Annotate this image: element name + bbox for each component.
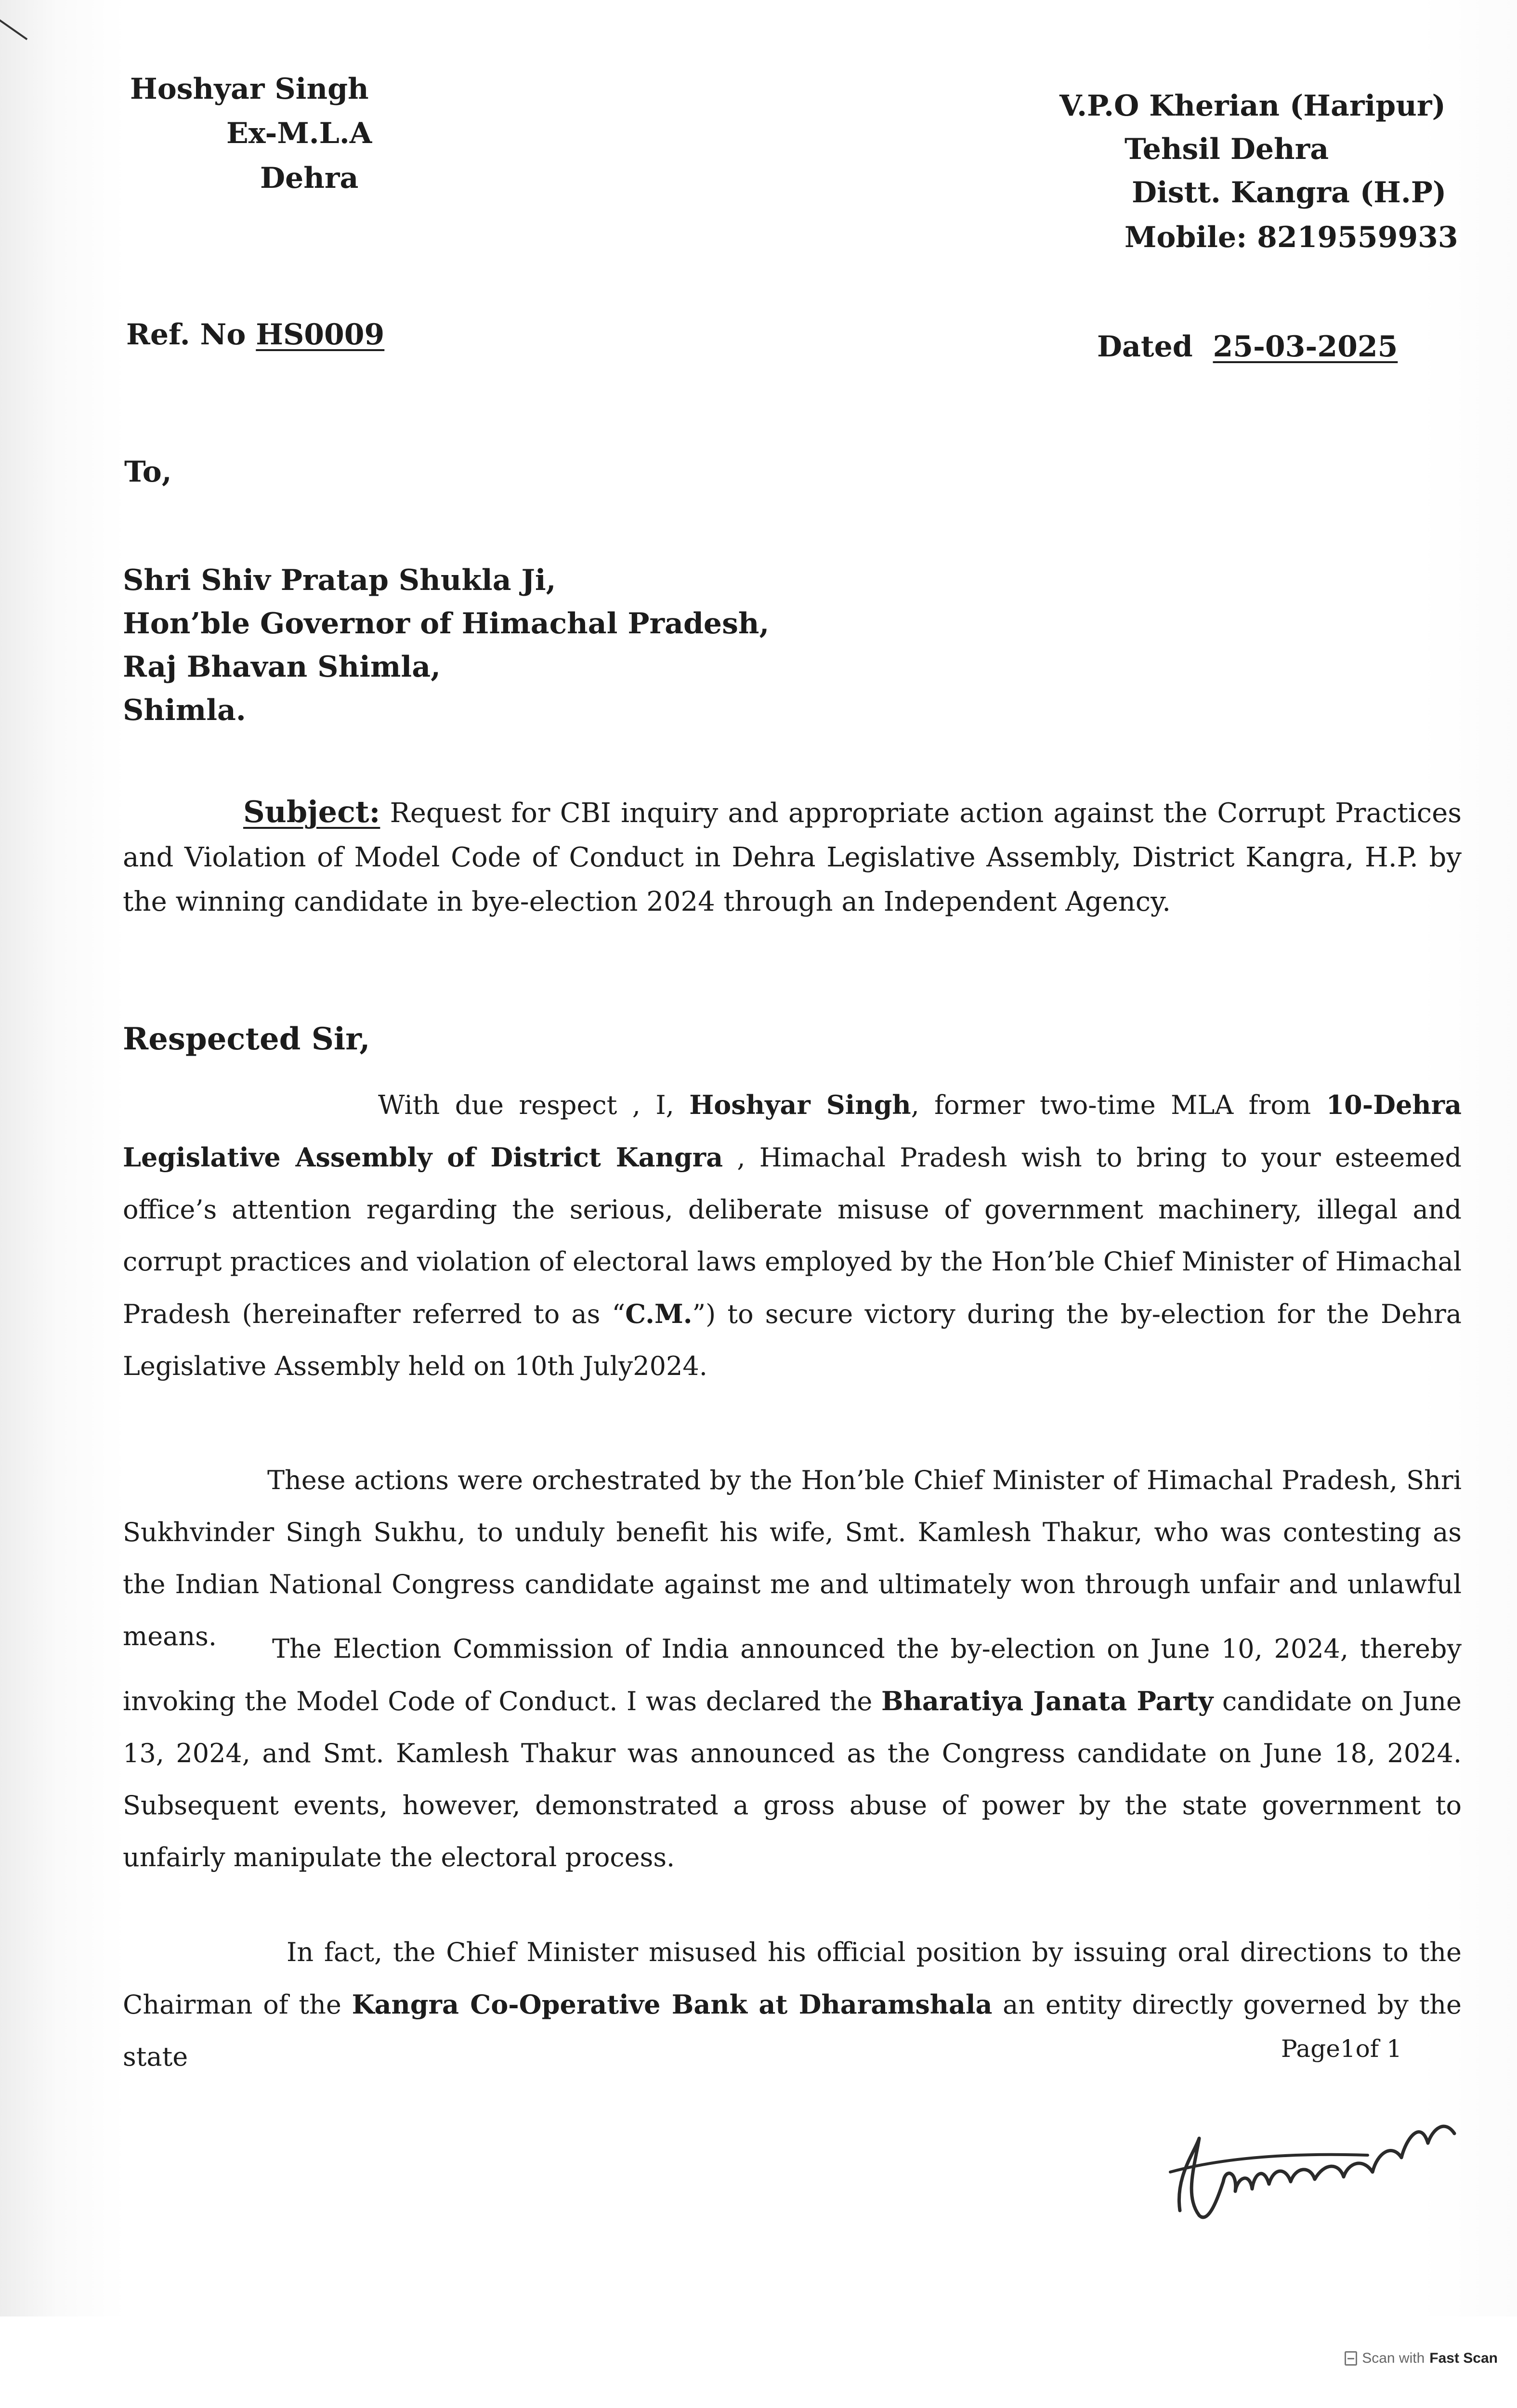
document-scan-icon — [1345, 2351, 1357, 2366]
subject-label: Subject: — [243, 794, 380, 829]
p3-text-a: The Election Commission of India announced the by-election on June 10, 2024, thereby invoking the Model Code of Conduct. I was declared the — [123, 1634, 1462, 1716]
scan-prefix: Scan with — [1362, 2350, 1425, 2366]
letter-date — [1097, 330, 1398, 364]
reference-value: HS0009 — [256, 318, 385, 352]
p1-cm-abbrev: C.M. — [625, 1298, 693, 1329]
paragraph-4 — [123, 1926, 1462, 2083]
page-number: Page1of 1 — [1281, 2035, 1402, 2063]
recipient-name: Shri Shiv Pratap Shukla Ji, — [123, 563, 556, 597]
p4-text-c: an entity directly governed by the state — [123, 1989, 1462, 2072]
scan-footer — [0, 2316, 1517, 2408]
recipient-office: Raj Bhavan Shimla, — [123, 650, 441, 684]
p3-text-c: candidate on June 13, 2024, and Smt. Kamlesh Thakur was announced as the Congress candidate on June 18, 2024. Subsequent events, however, demonstrated a gross abuse of power by the state government to unfairly manipulate the electoral process. — [123, 1686, 1462, 1872]
p1-text-a: With due respect , I, — [378, 1090, 690, 1120]
subject-text: Request for CBI inquiry and appropriate action against the Corrupt Practices and Violation of Model Code of Conduct in Dehra Legislative Assembly, District Kangra, H.P. by the winning candidate in bye-election 2024 through an Independent Agency. — [123, 798, 1462, 917]
salutation: Respected Sir, — [123, 1021, 370, 1057]
date-label: Dated — [1097, 330, 1193, 364]
p2-text: These actions were orchestrated by the Hon’ble Chief Minister of Himachal Pradesh, Shri Sukhvinder Singh Sukhu, to unduly benefit his wife, Smt. Kamlesh Thakur, who was contesting as the Indian National Congress candidate against me and ultimately won through unfair and unlawful means. — [123, 1465, 1462, 1651]
address-line-1: V.P.O Kherian (Haripur) — [1059, 89, 1446, 123]
recipient-city: Shimla. — [123, 694, 246, 727]
sender-name: Hoshyar Singh — [130, 72, 369, 106]
p3-party: Bharatiya Janata Party — [881, 1686, 1214, 1716]
p4-bank: Kangra Co-Operative Bank at Dharamshala — [352, 1989, 993, 2020]
address-line-3: Distt. Kangra (H.P) — [1132, 176, 1447, 209]
address-mobile: Mobile: 8219559933 — [1125, 221, 1458, 254]
sender-place: Dehra — [260, 161, 359, 195]
address-line-2: Tehsil Dehra — [1125, 132, 1329, 166]
scan-branding — [1345, 2350, 1498, 2367]
p1-text-e: , Himachal Pradesh wish to bring to your esteemed office’s attention regarding the serious, deliberate misuse of government machinery, illegal and corrupt practices and violation of electoral laws employed by the Hon’ble Chief Minister of Himachal Pradesh (hereinafter referred to as “ — [123, 1142, 1462, 1329]
paragraph-3 — [123, 1623, 1462, 1884]
to-label: To, — [124, 455, 172, 489]
p1-text-g: ”) to secure victory during the by-election for the Dehra Legislative Assembly held on 10th July2024. — [123, 1299, 1462, 1381]
handwritten-signature — [1165, 2100, 1474, 2235]
recipient-designation: Hon’ble Governor of Himachal Pradesh, — [123, 607, 770, 641]
paragraph-1 — [123, 1079, 1462, 1392]
p1-constituency: 10-Dehra Legislative Assembly of District Kangra — [123, 1089, 1462, 1173]
p1-name: Hoshyar Singh — [689, 1089, 911, 1120]
reference-number — [126, 318, 384, 352]
p4-text-a: In fact, the Chief Minister misused his official position by issuing oral directions to the Chairman of the — [123, 1937, 1462, 2020]
date-value: 25-03-2025 — [1213, 330, 1398, 364]
reference-label: Ref. No — [126, 318, 246, 352]
page-corner-mark — [0, 19, 27, 40]
p1-text-c: , former two-time MLA from — [911, 1090, 1326, 1120]
sender-designation: Ex-M.L.A — [226, 117, 372, 150]
scan-app-name: Fast Scan — [1429, 2350, 1498, 2366]
subject-block — [123, 790, 1462, 924]
